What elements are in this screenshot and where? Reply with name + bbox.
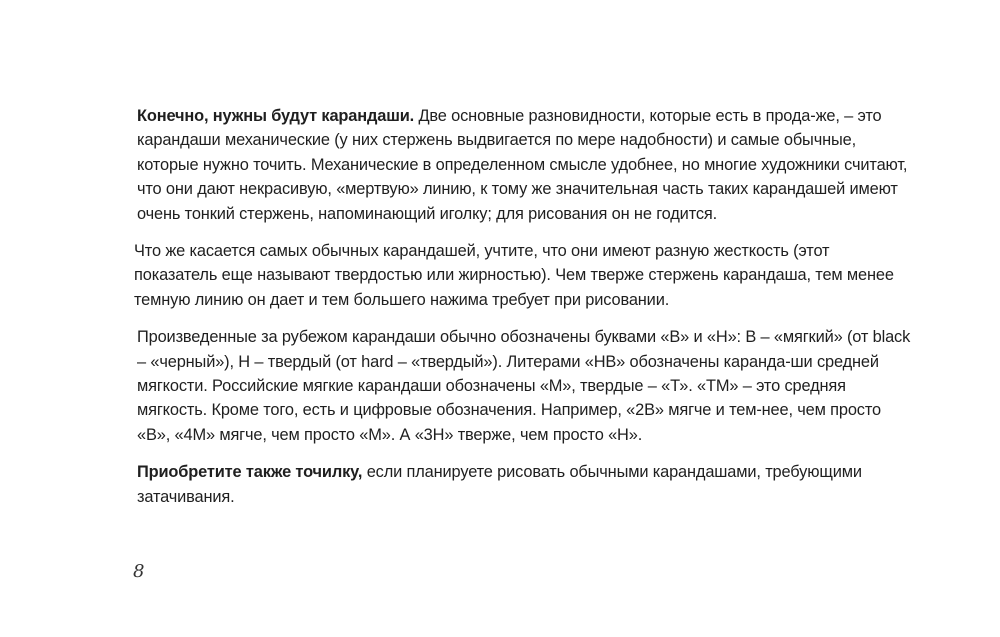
paragraph-lead-bold: Приобретите также точилку,	[137, 463, 363, 482]
paragraph-text: Произведенные за рубежом карандаши обычно обозначены буквами «B» и «H»: B – «мягкий» (от black – «черный»), H – твердый (от hard – «твердый»). Литерами «HB» обозначены каранда-ши средней мягкости. Российские мягкие карандаши обозначены «М», твердые – «Т». «ТМ» – это средняя мягкость. Кроме того, есть и цифровые обозначения. Например, «2B» мягче и тем-нее, чем просто «B», «4М» мягче, чем просто «М». А «3H» тверже, чем просто «H».	[137, 328, 911, 444]
paragraph-pencils-intro	[137, 104, 912, 226]
paragraph-pencil-hardness	[134, 239, 912, 312]
paragraph-sharpener	[137, 460, 912, 509]
body-text	[134, 104, 912, 522]
paragraph-lead-bold: Конечно, нужны будут карандаши.	[137, 107, 415, 125]
paragraph-text: Две основные разновидности, которые есть в прода-же, – это карандаши механические (у них стержень выдвигается по мере надобности) и самые обычные, которые нужно точить. Механические в определенном смысле удобнее, но многие художники считают, что они дают некрасивую, «мертвую» линию, к тому же значительная часть таких карандашей имеют очень тонкий стержень, напоминающий иголку; для рисования он не годится.	[137, 107, 908, 223]
page-number: 8	[133, 561, 145, 582]
paragraph-text: Что же касается самых обычных карандашей, учтите, что они имеют разную жесткость (этот показатель еще называют твердостью или жирностью). Чем тверже стержень карандаша, тем менее темную линию он дает и тем большего нажима требует при рисовании.	[134, 242, 894, 309]
paragraph-pencil-markings	[137, 325, 912, 447]
paragraph-text: если планируете рисовать обычными карандашами, требующими затачивания.	[137, 463, 862, 506]
